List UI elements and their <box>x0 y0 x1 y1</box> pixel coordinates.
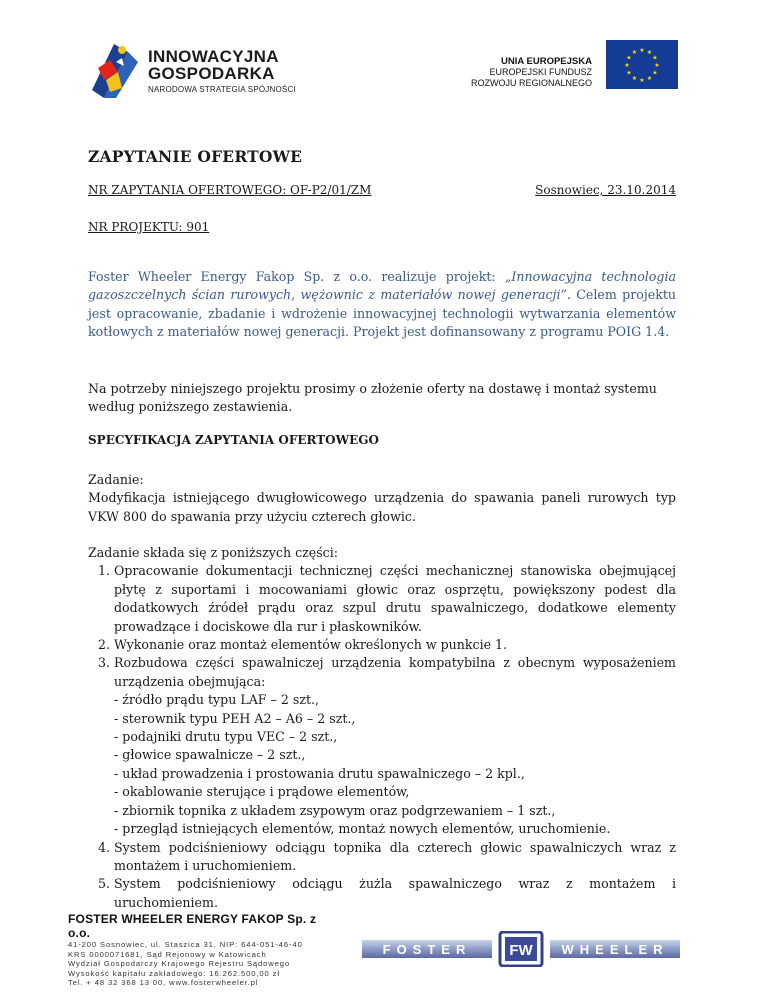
parts-intro: Zadanie składa się z poniższych części: <box>88 545 338 560</box>
part-item: 2. Wykonanie oraz montaż elementów określonych w punkcie 1. <box>114 636 676 654</box>
intro-project-name: „Innowacyjna technologia gazoszczelnych ścian rurowych, wężownic z materiałów nowej generacji”. <box>88 269 676 303</box>
footer-line: 41-200 Sosnowiec, ul. Staszica 31, NIP: 644-051-46-40 <box>68 940 303 949</box>
part3-subitem: - układ prowadzenia i prostowania drutu spawalniczego – 2 kpl., <box>114 765 525 781</box>
project-number: NR PROJEKTU: 901 <box>88 220 210 234</box>
fw-logo-left-text: FOSTER <box>382 942 472 957</box>
ig-title-line2: GOSPODARKA <box>148 64 275 83</box>
footer-line: KRS 0000071681, Sąd Rejonowy w Katowicach <box>68 949 267 959</box>
task-block <box>88 471 676 526</box>
svg-text:★: ★ <box>639 47 645 54</box>
part3-subitem: - podajniki drutu typu VEC – 2 szt., <box>114 729 338 745</box>
part3-subitem: - sterownik typu PEH A2 – A6 – 2 szt., <box>114 710 356 726</box>
intro-part2: Celem projektu jest opracowanie, zbadanie i wdrożenie innowacyjnej technologii wytwarzania elementów kotłowych z materiałów nowej generacji. Projekt jest dofinansowany z programu POIG 1.4. <box>88 287 677 340</box>
foster-wheeler-logo <box>362 931 680 967</box>
part3-subitem: - źródło prądu typu LAF – 2 szt., <box>114 692 320 708</box>
eu-line1: UNIA EUROPEJSKA <box>501 56 592 67</box>
svg-text:★: ★ <box>626 54 632 62</box>
ig-title-line1: INNOWACYJNA <box>148 47 279 66</box>
svg-text:★: ★ <box>624 62 630 69</box>
svg-text:★: ★ <box>646 49 653 56</box>
eu-line3: ROZWOJU REGIONALNEGO <box>470 78 592 88</box>
footer-company-block <box>68 912 338 988</box>
footer-company-name: FOSTER WHEELER ENERGY FAKOP Sp. z o.o. <box>68 912 317 940</box>
inquiry-number: NR ZAPYTANIA OFERTOWEGO: OF-P2/01/ZM <box>88 183 372 197</box>
innowacyjna-gospodarka-logo <box>88 40 318 100</box>
eu-line2: EUROPEJSKI FUNDUSZ <box>489 67 592 77</box>
intro-part1: Foster Wheeler Energy Fakop Sp. z o.o. realizuje projekt: <box>88 269 505 284</box>
part3-subitem: - przegląd istniejących elementów, montaż nowych elementów, uruchomienie. <box>114 821 611 837</box>
eu-flag <box>606 40 678 89</box>
part3-subitem: - zbiornik topnika z układem zsypowym oraz podgrzewaniem – 1 szt., <box>114 802 556 818</box>
eu-logo-text <box>471 56 592 89</box>
request-paragraph: Na potrzeby niniejszego projektu prosimy o złożenie oferty na dostawę i montaż systemu według poniższego zestawienia. <box>88 381 657 415</box>
svg-text:★: ★ <box>646 75 653 82</box>
svg-text:★: ★ <box>654 62 660 69</box>
fw-logo-right-text: WHEELER <box>561 942 669 957</box>
eu-stars-icon <box>606 40 678 89</box>
fw-logo-graphic <box>362 931 680 967</box>
parts-list <box>88 562 676 912</box>
svg-text:★: ★ <box>631 49 638 56</box>
part3-subitem: - okablowanie sterujące i prądowe elementów, <box>114 784 410 800</box>
place-date: Sosnowiec, 23.10.2014 <box>535 183 676 197</box>
svg-text:★: ★ <box>639 77 645 84</box>
part-item: 5. System podciśnieniowy odciągu żużla spawalniczego wraz z montażem i uruchomieniem. <box>114 875 676 912</box>
footer-line: Tel. + 48 32 368 13 00, www.fosterwheeler.pl <box>68 978 259 988</box>
ig-subtitle: NARODOWA STRATEGIA SPÓJNOŚCI <box>148 85 296 94</box>
svg-text:★: ★ <box>626 69 632 77</box>
parts-block <box>88 544 676 912</box>
svg-text:★: ★ <box>652 54 658 62</box>
svg-text:★: ★ <box>631 75 638 82</box>
spec-heading: SPECYFIKACJA ZAPYTANIA OFERTOWEGO <box>88 433 379 447</box>
fw-mark-text: FW <box>509 942 533 959</box>
footer-line: Wydział Gospodarczy Krajowego Rejestru Sądowego <box>68 959 291 969</box>
task-text: Modyfikacja istniejącego dwugłowicowego urządzenia do spawania paneli rurowych typ VKW 800 do spawania przy użyciu czterech głowic. <box>88 490 676 524</box>
part-item <box>114 654 676 838</box>
part-item: 1. Opracowanie dokumentacji technicznej części mechanicznej stanowiska obejmującej płytę z suportami i mocowaniami głowic oraz osprzętu, powiększony podest dla dodatkowych źródeł prądu oraz szpul drutu spawalniczego, dodatkowe elementy prowadzące i dociskowe dla rur i płaskowników. <box>114 562 676 636</box>
part-item-text: Rozbudowa części spawalniczej urządzenia kompatybilna z obecnym wyposażeniem urządzenia obejmująca: <box>114 655 676 689</box>
ig-emblem-icon <box>88 40 144 98</box>
task-label: Zadanie: <box>88 472 144 487</box>
part3-subitem: - głowice spawalnicze – 2 szt., <box>114 747 306 763</box>
document-title: ZAPYTANIE OFERTOWE <box>88 147 303 166</box>
footer-line: Wysokość kapitału zakładowego: 16.262.500,00 zł <box>68 968 280 978</box>
part-item: 4. System podciśnieniowy odciągu topnika dla czterech głowic spawalniczych wraz z montażem i uruchomieniem. <box>114 839 676 876</box>
svg-text:★: ★ <box>652 69 658 77</box>
intro-paragraph <box>88 268 676 342</box>
